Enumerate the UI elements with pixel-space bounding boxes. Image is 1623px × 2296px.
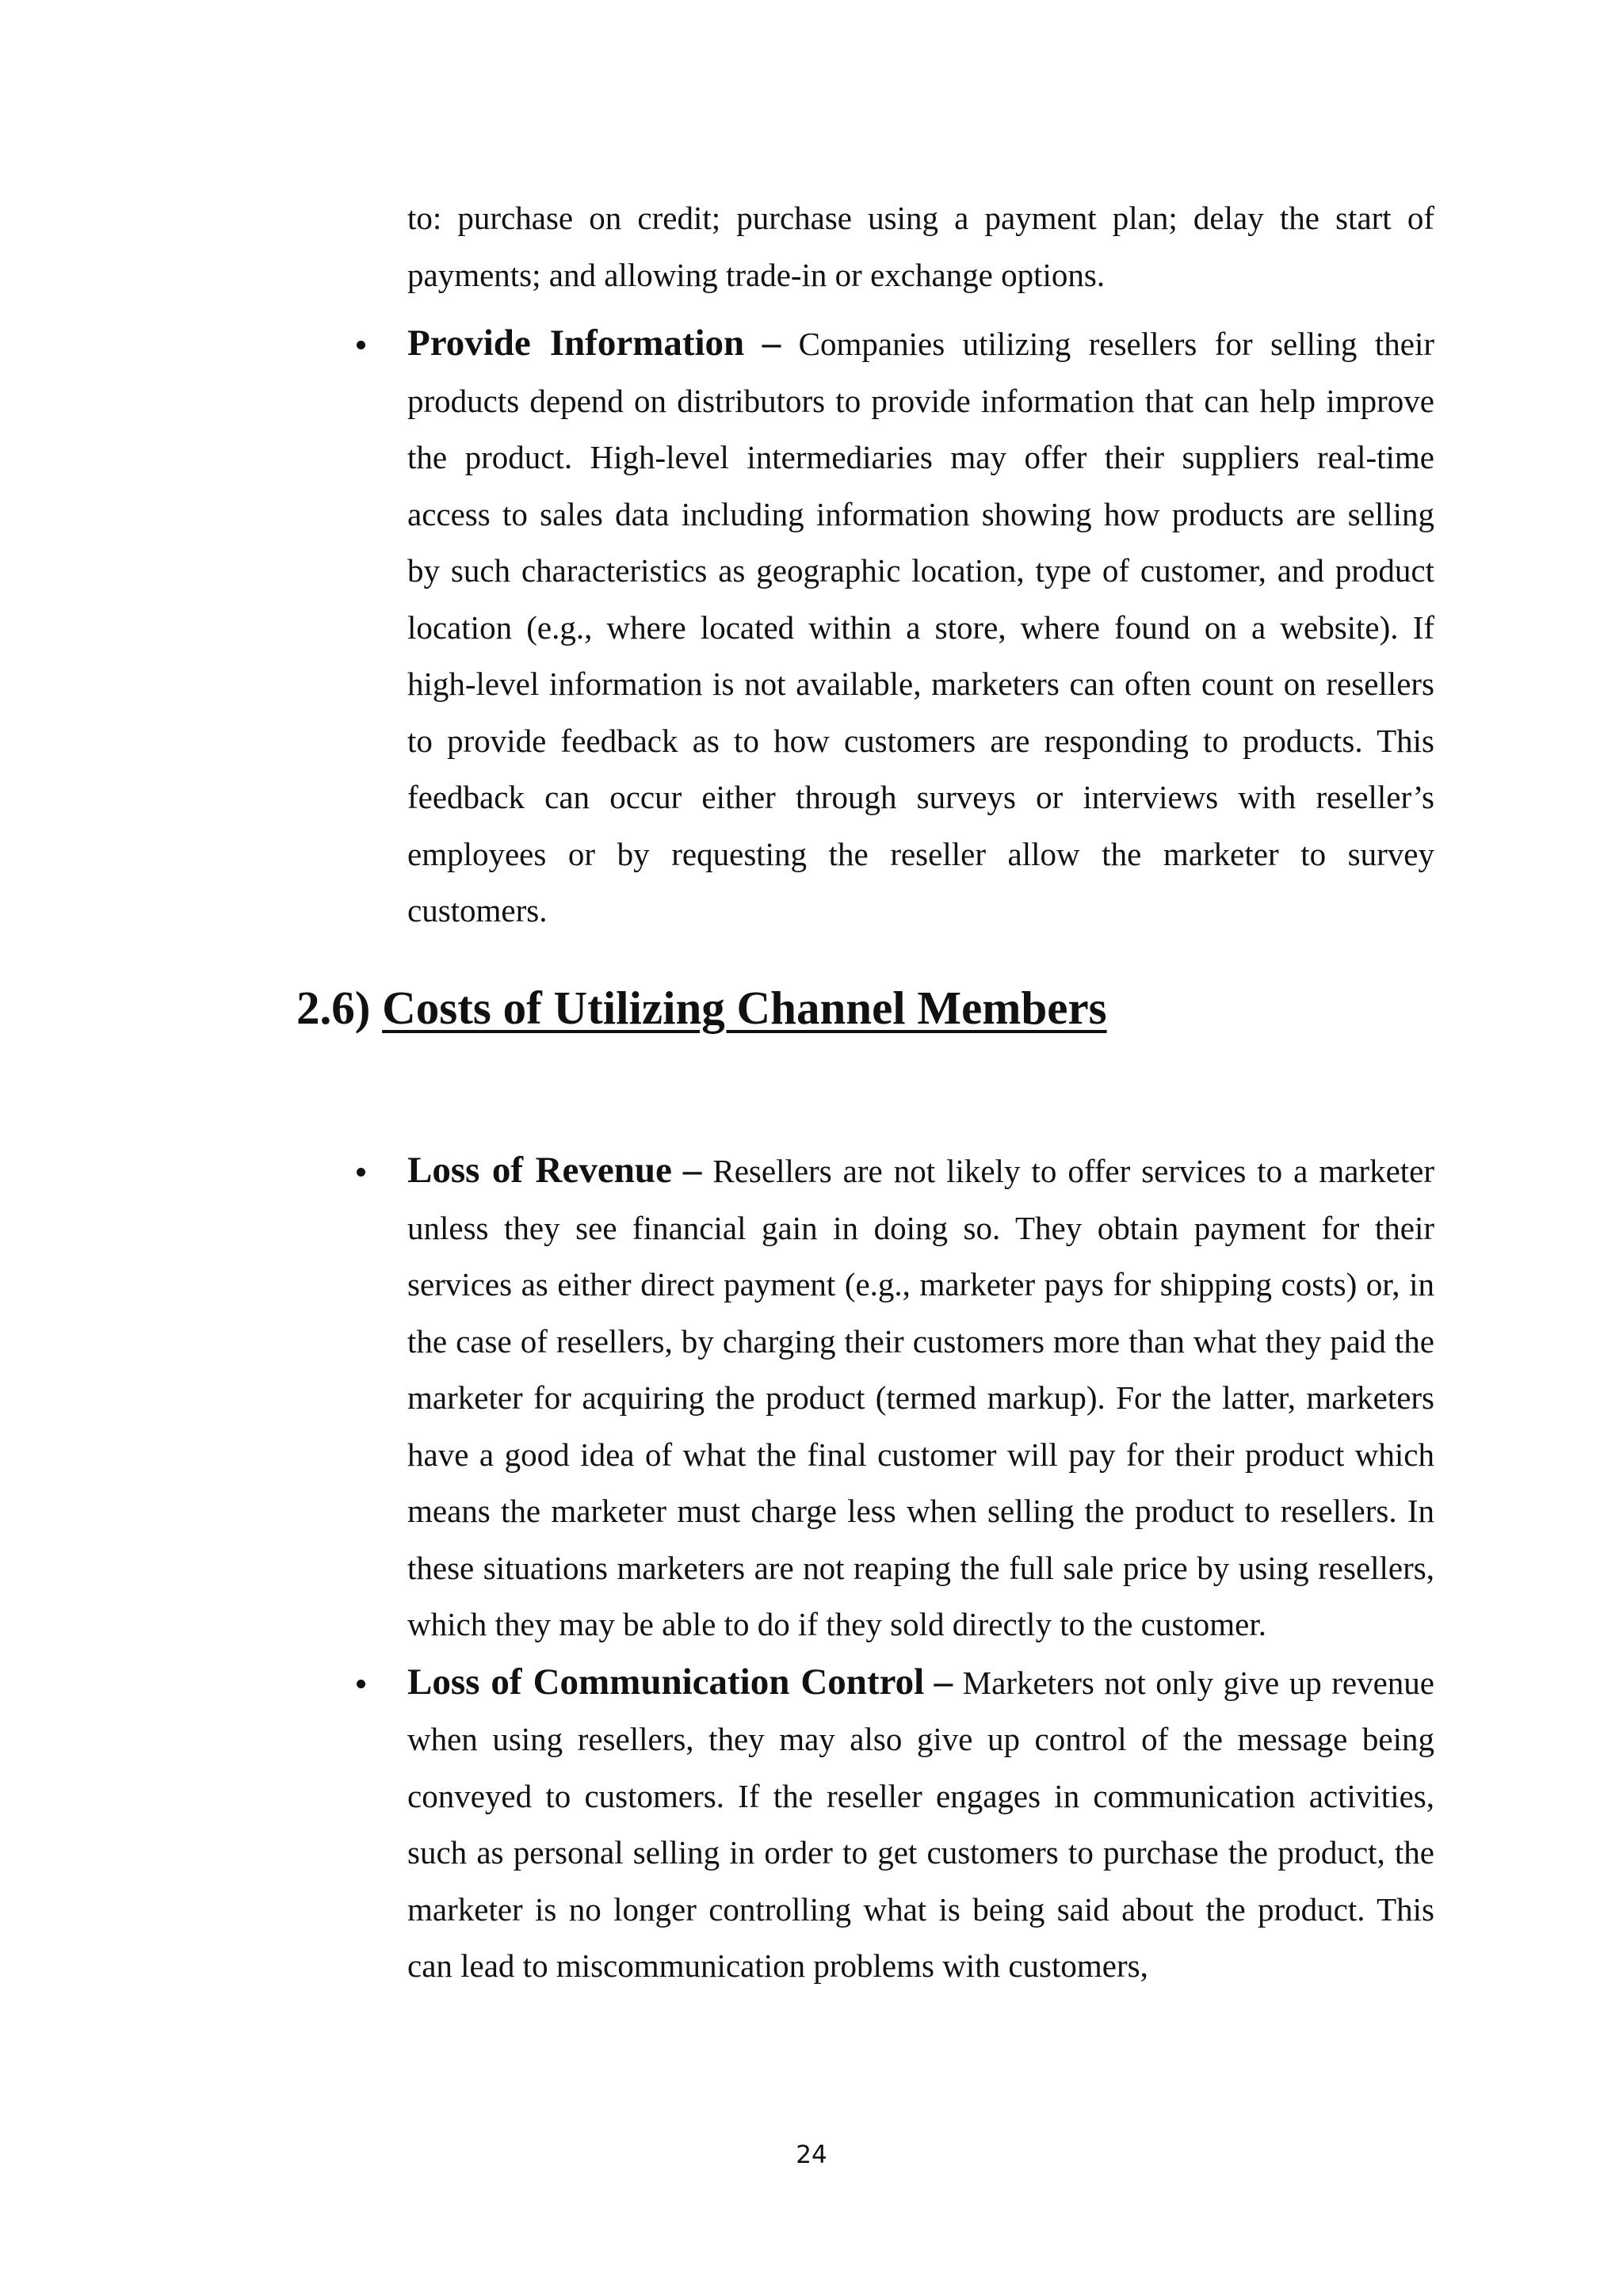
bullet-text: Marketers not only give up revenue when using resellers, they may also give up control of the message being conveyed to customers. If the reseller engages in communication activities, such as personal selling in order to get customers to purchase the product, the marketer is no longer controlling what is being said about the product. This can lead to miscommunication problems with customers, — [407, 1664, 1434, 1984]
continuation-paragraph: to: purchase on credit; purchase using a payment plan; delay the start of payments; and allowing trade-in or exchange options. — [407, 200, 1434, 293]
bullet-dash: – — [682, 1150, 702, 1191]
section-heading — [296, 976, 1107, 1039]
list-item-provide-information — [407, 315, 1434, 940]
list-item-loss-of-communication-control — [407, 1654, 1434, 1995]
section-number: 2.6) — [296, 982, 371, 1034]
bullet-icon — [357, 1680, 365, 1688]
list-item-loss-of-revenue — [407, 1142, 1434, 1653]
bullet-term: Loss of Revenue — [407, 1150, 672, 1191]
page-number: 24 — [796, 2141, 827, 2169]
bullet-list-channel-costs — [407, 1142, 1434, 1995]
bullet-text: Resellers are not likely to offer services to a marketer unless they see financial gain in doing so. They obtain payment for their services as either direct payment (e.g., marketer pays for shipping costs) or, in the case of resellers, by charging their customers more than what they paid the marketer for acquiring the product (termed markup). For the latter, marketers have a good idea of what the final customer will pay for their product which means the marketer must charge less when selling the product to resellers. In these situations marketers are not reaping the full sale price by using resellers, which they may be able to do if they sold directly to the customer. — [407, 1153, 1435, 1642]
section-title: Costs of Utilizing Channel Members — [382, 982, 1107, 1034]
bullet-list-channel-functions — [407, 315, 1434, 940]
bullet-icon — [357, 1168, 365, 1177]
bullet-dash: – — [762, 322, 781, 364]
bullet-icon — [357, 341, 365, 349]
bullet-term: Provide Information — [407, 322, 745, 364]
bullet-dash: – — [934, 1661, 953, 1703]
bullet-text: Companies utilizing resellers for selling their products depend on distributors to provide information that can help improve the product. High-level intermediaries may offer their suppliers real-time access to sales data including information showing how products are selling by such characteristics as geographic location, type of customer, and product location (e.g., where located within a store, where found on a website). If high-level information is not available, marketers can often count on resellers to provide feedback as to how customers are responding to products. This feedback can occur either through surveys or interviews with reseller’s employees or by requesting the reseller allow the marketer to survey customers. — [407, 326, 1435, 929]
bullet-term: Loss of Communication Control — [407, 1661, 925, 1703]
